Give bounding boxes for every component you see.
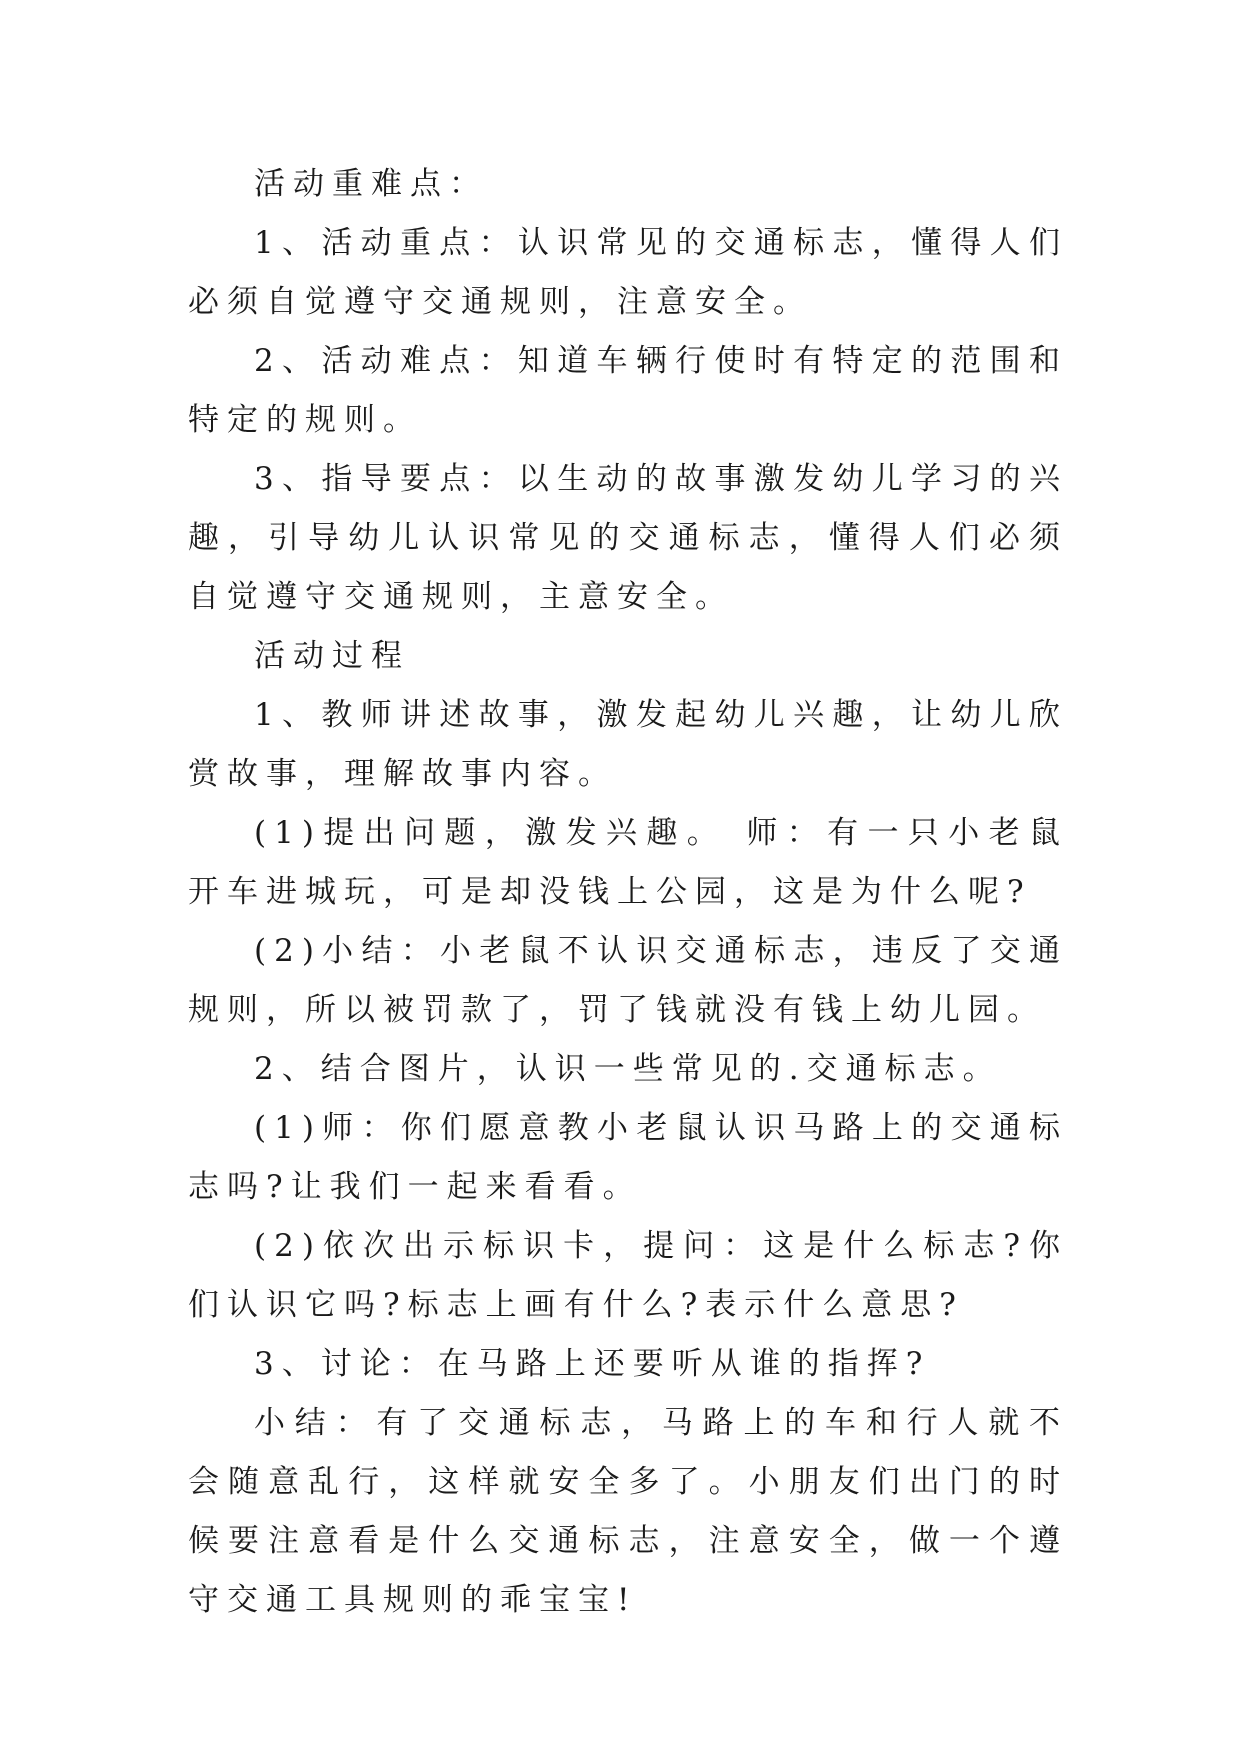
- section-heading-key-points: 活动重难点：: [254, 166, 488, 202]
- paragraph-process-3: 3、讨论：在马路上还要听从谁的指挥?: [254, 1346, 931, 1382]
- section-heading-process: 活动过程: [254, 638, 410, 674]
- paragraph-process-1-1: (1)提出问题，激发兴趣。 师：有一只小老鼠开车进城玩，可是却没钱上公园，这是为什么呢?: [188, 815, 1068, 910]
- document-body: [188, 155, 1068, 1630]
- paragraph-key-point-1: 1、活动重点：认识常见的交通标志，懂得人们必须自觉遵守交通规则，注意安全。: [188, 225, 1068, 320]
- paragraph-process-2: 2、结合图片，认识一些常见的.交通标志。: [254, 1051, 1002, 1087]
- paragraph-process-2-1: (1)师：你们愿意教小老鼠认识马路上的交通标志吗?让我们一起来看看。: [188, 1110, 1068, 1205]
- paragraph-key-point-2: 2、活动难点：知道车辆行使时有特定的范围和特定的规则。: [188, 343, 1068, 438]
- paragraph-process-1-2: (2)小结：小老鼠不认识交通标志，违反了交通规则，所以被罚款了，罚了钱就没有钱上幼儿园。: [188, 933, 1068, 1028]
- paragraph-process-2-2: (2)依次出示标识卡，提问：这是什么标志?你们认识它吗?标志上画有什么?表示什么意思?: [188, 1228, 1068, 1323]
- paragraph-process-1: 1、教师讲述故事，激发起幼儿兴趣，让幼儿欣赏故事，理解故事内容。: [188, 697, 1068, 792]
- paragraph-key-point-3: 3、指导要点：以生动的故事激发幼儿学习的兴趣，引导幼儿认识常见的交通标志，懂得人们必须自觉遵守交通规则，主意安全。: [188, 461, 1068, 615]
- paragraph-summary: 小结：有了交通标志，马路上的车和行人就不会随意乱行，这样就安全多了。小朋友们出门的时候要注意看是什么交通标志，注意安全，做一个遵守交通工具规则的乖宝宝!: [188, 1405, 1068, 1618]
